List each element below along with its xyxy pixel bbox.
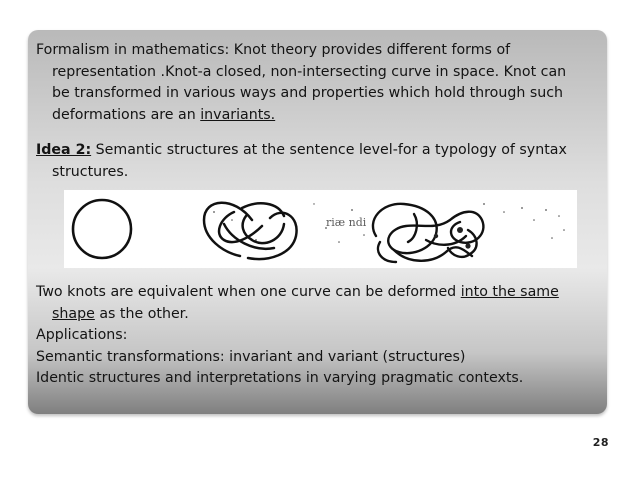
idea2-label: Idea 2: [36,142,92,158]
applications-item-1: Semantic transformations: invariant and variant (structures) [36,348,466,365]
applications-title: Applications: [36,327,128,344]
knots-svg [64,190,577,268]
applications-item-2: Identic structures and interpretations in varying pragmatic contexts. [36,370,524,387]
equivalence-text-2: as the other. [94,305,189,322]
knots-figure [64,190,577,268]
equivalence-text-1: Two knots are equivalent when one curve can be deformed [36,284,461,300]
scan-scribble-text: riæ ndi [326,216,367,229]
complex-knot [373,204,483,262]
idea2-line-2: structures. [52,163,129,180]
idea2-line-1 [36,140,602,162]
equivalence-line-2 [36,304,602,326]
equivalence-paragraph [36,282,602,390]
into-the-same-text: into the same [460,284,559,300]
formalism-line-4-text: deformations are an [52,106,201,123]
idea2-paragraph [36,140,602,183]
formalism-line-3: be transformed in various ways and properties which hold through such [52,85,564,102]
idea2-text: Semantic structures at the sentence level-for a typology of syntax [91,142,567,158]
trefoil-knot [204,203,297,259]
formalism-paragraph [36,40,602,126]
page-number: 28 [592,436,609,449]
invariants-link-text: invariants. [200,106,276,123]
formalism-line-2: representation .Knot-a closed, non-intersecting curve in space. Knot can [52,63,567,80]
shape-text: shape [52,305,95,322]
equivalence-line-1 [36,282,602,304]
formalism-line-1: Formalism in mathematics: Knot theory provides different forms of [36,42,511,58]
formalism-line-4 [36,105,602,127]
unknot-circle [73,200,131,258]
